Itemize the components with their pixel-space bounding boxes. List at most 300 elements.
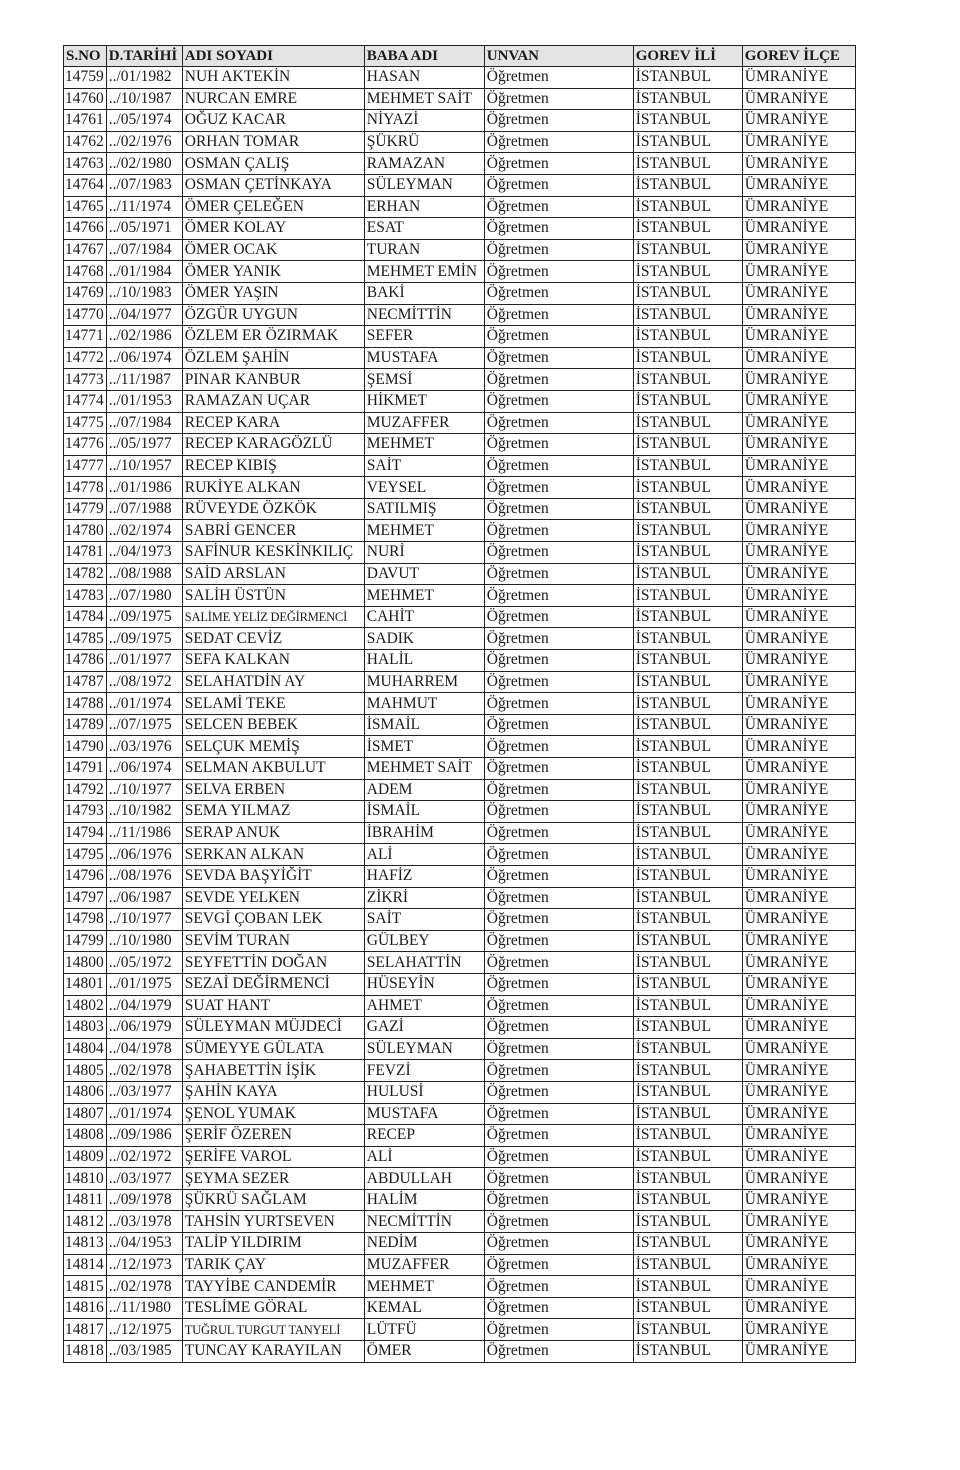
header-title: UNVAN bbox=[484, 46, 633, 67]
cell-sno: 14794 bbox=[64, 822, 107, 844]
cell-district: ÜMRANİYE bbox=[742, 758, 855, 780]
table-row bbox=[64, 1189, 856, 1211]
cell-birth-date: ../12/1973 bbox=[106, 1254, 182, 1276]
cell-district: ÜMRANİYE bbox=[742, 736, 855, 758]
cell-father-name: ABDULLAH bbox=[364, 1168, 484, 1190]
cell-birth-date: ../11/1987 bbox=[106, 369, 182, 391]
table-row bbox=[64, 736, 856, 758]
cell-birth-date: ../03/1977 bbox=[106, 1081, 182, 1103]
cell-full-name: SELAMİ TEKE bbox=[182, 693, 364, 715]
cell-full-name: SALİH ÜSTÜN bbox=[182, 585, 364, 607]
cell-province: İSTANBUL bbox=[633, 1189, 742, 1211]
cell-birth-date: ../01/1975 bbox=[106, 973, 182, 995]
table-row bbox=[64, 758, 856, 780]
cell-birth-date: ../03/1978 bbox=[106, 1211, 182, 1233]
cell-sno: 14792 bbox=[64, 779, 107, 801]
cell-title: Öğretmen bbox=[484, 1168, 633, 1190]
cell-province: İSTANBUL bbox=[633, 1125, 742, 1147]
header-full-name: ADI SOYADI bbox=[182, 46, 364, 67]
cell-province: İSTANBUL bbox=[633, 844, 742, 866]
cell-title: Öğretmen bbox=[484, 909, 633, 931]
cell-sno: 14790 bbox=[64, 736, 107, 758]
personnel-table bbox=[63, 45, 856, 1363]
table-row bbox=[64, 628, 856, 650]
cell-title: Öğretmen bbox=[484, 1319, 633, 1341]
cell-sno: 14764 bbox=[64, 174, 107, 196]
table-row bbox=[64, 973, 856, 995]
table-row bbox=[64, 412, 856, 434]
cell-district: ÜMRANİYE bbox=[742, 110, 855, 132]
table-row bbox=[64, 1038, 856, 1060]
cell-title: Öğretmen bbox=[484, 153, 633, 175]
cell-birth-date: ../05/1977 bbox=[106, 434, 182, 456]
cell-full-name: OĞUZ KACAR bbox=[182, 110, 364, 132]
cell-province: İSTANBUL bbox=[633, 455, 742, 477]
cell-province: İSTANBUL bbox=[633, 1103, 742, 1125]
cell-father-name: CAHİT bbox=[364, 606, 484, 628]
table-row bbox=[64, 585, 856, 607]
cell-birth-date: ../10/1977 bbox=[106, 779, 182, 801]
cell-province: İSTANBUL bbox=[633, 671, 742, 693]
cell-sno: 14772 bbox=[64, 347, 107, 369]
cell-full-name: OSMAN ÇALIŞ bbox=[182, 153, 364, 175]
cell-district: ÜMRANİYE bbox=[742, 952, 855, 974]
cell-district: ÜMRANİYE bbox=[742, 585, 855, 607]
cell-full-name: SEVDE YELKEN bbox=[182, 887, 364, 909]
cell-district: ÜMRANİYE bbox=[742, 1276, 855, 1298]
cell-full-name: TESLİME GÖRAL bbox=[182, 1297, 364, 1319]
cell-district: ÜMRANİYE bbox=[742, 455, 855, 477]
cell-province: İSTANBUL bbox=[633, 434, 742, 456]
cell-district: ÜMRANİYE bbox=[742, 865, 855, 887]
cell-district: ÜMRANİYE bbox=[742, 218, 855, 240]
cell-sno: 14774 bbox=[64, 390, 107, 412]
cell-title: Öğretmen bbox=[484, 434, 633, 456]
cell-province: İSTANBUL bbox=[633, 1017, 742, 1039]
cell-birth-date: ../06/1974 bbox=[106, 758, 182, 780]
cell-province: İSTANBUL bbox=[633, 390, 742, 412]
cell-title: Öğretmen bbox=[484, 844, 633, 866]
cell-full-name: SELÇUK MEMİŞ bbox=[182, 736, 364, 758]
table-row bbox=[64, 196, 856, 218]
cell-province: İSTANBUL bbox=[633, 1297, 742, 1319]
cell-district: ÜMRANİYE bbox=[742, 628, 855, 650]
cell-district: ÜMRANİYE bbox=[742, 1254, 855, 1276]
cell-sno: 14766 bbox=[64, 218, 107, 240]
cell-father-name: RAMAZAN bbox=[364, 153, 484, 175]
cell-province: İSTANBUL bbox=[633, 995, 742, 1017]
cell-province: İSTANBUL bbox=[633, 412, 742, 434]
cell-full-name: SÜMEYYE GÜLATA bbox=[182, 1038, 364, 1060]
table-row bbox=[64, 952, 856, 974]
cell-district: ÜMRANİYE bbox=[742, 909, 855, 931]
cell-father-name: MEHMET bbox=[364, 1276, 484, 1298]
cell-sno: 14762 bbox=[64, 131, 107, 153]
cell-full-name: NURCAN EMRE bbox=[182, 88, 364, 110]
cell-sno: 14796 bbox=[64, 865, 107, 887]
table-row bbox=[64, 131, 856, 153]
cell-district: ÜMRANİYE bbox=[742, 239, 855, 261]
cell-district: ÜMRANİYE bbox=[742, 261, 855, 283]
cell-sno: 14814 bbox=[64, 1254, 107, 1276]
table-row bbox=[64, 822, 856, 844]
cell-birth-date: ../03/1985 bbox=[106, 1341, 182, 1363]
cell-birth-date: ../04/1953 bbox=[106, 1233, 182, 1255]
cell-father-name: MAHMUT bbox=[364, 693, 484, 715]
table-row bbox=[64, 1341, 856, 1363]
cell-birth-date: ../07/1975 bbox=[106, 714, 182, 736]
cell-father-name: NECMİTTİN bbox=[364, 304, 484, 326]
cell-father-name: MUZAFFER bbox=[364, 1254, 484, 1276]
cell-province: İSTANBUL bbox=[633, 1060, 742, 1082]
cell-father-name: SAİT bbox=[364, 455, 484, 477]
cell-father-name: SEFER bbox=[364, 326, 484, 348]
cell-birth-date: ../08/1972 bbox=[106, 671, 182, 693]
cell-birth-date: ../10/1982 bbox=[106, 801, 182, 823]
cell-title: Öğretmen bbox=[484, 801, 633, 823]
cell-province: İSTANBUL bbox=[633, 930, 742, 952]
cell-title: Öğretmen bbox=[484, 865, 633, 887]
cell-province: İSTANBUL bbox=[633, 758, 742, 780]
cell-sno: 14788 bbox=[64, 693, 107, 715]
table-row bbox=[64, 261, 856, 283]
cell-sno: 14818 bbox=[64, 1341, 107, 1363]
cell-title: Öğretmen bbox=[484, 1038, 633, 1060]
cell-full-name: RAMAZAN UÇAR bbox=[182, 390, 364, 412]
cell-sno: 14812 bbox=[64, 1211, 107, 1233]
cell-sno: 14770 bbox=[64, 304, 107, 326]
cell-full-name: SERKAN ALKAN bbox=[182, 844, 364, 866]
cell-title: Öğretmen bbox=[484, 412, 633, 434]
table-row bbox=[64, 606, 856, 628]
cell-district: ÜMRANİYE bbox=[742, 1233, 855, 1255]
cell-sno: 14805 bbox=[64, 1060, 107, 1082]
cell-title: Öğretmen bbox=[484, 542, 633, 564]
cell-province: İSTANBUL bbox=[633, 1146, 742, 1168]
cell-father-name: BAKİ bbox=[364, 282, 484, 304]
table-row bbox=[64, 995, 856, 1017]
cell-province: İSTANBUL bbox=[633, 131, 742, 153]
cell-district: ÜMRANİYE bbox=[742, 1103, 855, 1125]
table-row bbox=[64, 304, 856, 326]
cell-district: ÜMRANİYE bbox=[742, 1038, 855, 1060]
cell-province: İSTANBUL bbox=[633, 498, 742, 520]
table-row bbox=[64, 1211, 856, 1233]
cell-province: İSTANBUL bbox=[633, 153, 742, 175]
cell-full-name: SABRİ GENCER bbox=[182, 520, 364, 542]
table-row bbox=[64, 650, 856, 672]
cell-district: ÜMRANİYE bbox=[742, 412, 855, 434]
cell-province: İSTANBUL bbox=[633, 650, 742, 672]
cell-district: ÜMRANİYE bbox=[742, 822, 855, 844]
cell-birth-date: ../06/1974 bbox=[106, 347, 182, 369]
table-row bbox=[64, 110, 856, 132]
cell-father-name: SADIK bbox=[364, 628, 484, 650]
cell-full-name: TUNCAY KARAYILAN bbox=[182, 1341, 364, 1363]
cell-sno: 14787 bbox=[64, 671, 107, 693]
cell-title: Öğretmen bbox=[484, 1341, 633, 1363]
cell-father-name: ALİ bbox=[364, 1146, 484, 1168]
cell-title: Öğretmen bbox=[484, 498, 633, 520]
cell-province: İSTANBUL bbox=[633, 174, 742, 196]
cell-sno: 14767 bbox=[64, 239, 107, 261]
cell-province: İSTANBUL bbox=[633, 88, 742, 110]
cell-district: ÜMRANİYE bbox=[742, 347, 855, 369]
cell-province: İSTANBUL bbox=[633, 865, 742, 887]
header-district: GOREV İLÇE bbox=[742, 46, 855, 67]
cell-birth-date: ../06/1976 bbox=[106, 844, 182, 866]
cell-birth-date: ../02/1978 bbox=[106, 1276, 182, 1298]
table-row bbox=[64, 887, 856, 909]
cell-district: ÜMRANİYE bbox=[742, 67, 855, 89]
cell-province: İSTANBUL bbox=[633, 563, 742, 585]
cell-birth-date: ../05/1971 bbox=[106, 218, 182, 240]
cell-full-name: SELMAN AKBULUT bbox=[182, 758, 364, 780]
cell-full-name: TARIK ÇAY bbox=[182, 1254, 364, 1276]
cell-title: Öğretmen bbox=[484, 714, 633, 736]
cell-father-name: GAZİ bbox=[364, 1017, 484, 1039]
table-row bbox=[64, 1254, 856, 1276]
cell-province: İSTANBUL bbox=[633, 1254, 742, 1276]
cell-title: Öğretmen bbox=[484, 952, 633, 974]
cell-birth-date: ../05/1972 bbox=[106, 952, 182, 974]
cell-district: ÜMRANİYE bbox=[742, 1168, 855, 1190]
cell-father-name: MEHMET SAİT bbox=[364, 758, 484, 780]
cell-district: ÜMRANİYE bbox=[742, 1146, 855, 1168]
cell-title: Öğretmen bbox=[484, 174, 633, 196]
cell-father-name: NİYAZİ bbox=[364, 110, 484, 132]
cell-district: ÜMRANİYE bbox=[742, 498, 855, 520]
cell-province: İSTANBUL bbox=[633, 542, 742, 564]
cell-title: Öğretmen bbox=[484, 1017, 633, 1039]
cell-province: İSTANBUL bbox=[633, 304, 742, 326]
cell-province: İSTANBUL bbox=[633, 326, 742, 348]
cell-birth-date: ../09/1986 bbox=[106, 1125, 182, 1147]
cell-full-name: SELAHATDİN AY bbox=[182, 671, 364, 693]
header-father-name: BABA ADI bbox=[364, 46, 484, 67]
cell-full-name: ÖMER KOLAY bbox=[182, 218, 364, 240]
cell-title: Öğretmen bbox=[484, 1189, 633, 1211]
cell-district: ÜMRANİYE bbox=[742, 153, 855, 175]
table-row bbox=[64, 801, 856, 823]
cell-title: Öğretmen bbox=[484, 131, 633, 153]
cell-birth-date: ../04/1973 bbox=[106, 542, 182, 564]
header-birth-date: D.TARİHİ bbox=[106, 46, 182, 67]
cell-full-name: RECEP KARAGÖZLÜ bbox=[182, 434, 364, 456]
cell-birth-date: ../01/1986 bbox=[106, 477, 182, 499]
cell-province: İSTANBUL bbox=[633, 347, 742, 369]
cell-title: Öğretmen bbox=[484, 261, 633, 283]
cell-province: İSTANBUL bbox=[633, 801, 742, 823]
cell-birth-date: ../02/1972 bbox=[106, 1146, 182, 1168]
cell-province: İSTANBUL bbox=[633, 196, 742, 218]
cell-full-name: SEYFETTİN DOĞAN bbox=[182, 952, 364, 974]
cell-province: İSTANBUL bbox=[633, 282, 742, 304]
cell-father-name: HAFİZ bbox=[364, 865, 484, 887]
cell-province: İSTANBUL bbox=[633, 369, 742, 391]
table-row bbox=[64, 930, 856, 952]
cell-birth-date: ../02/1980 bbox=[106, 153, 182, 175]
cell-province: İSTANBUL bbox=[633, 887, 742, 909]
table-row bbox=[64, 239, 856, 261]
cell-title: Öğretmen bbox=[484, 196, 633, 218]
cell-birth-date: ../05/1974 bbox=[106, 110, 182, 132]
cell-father-name: HÜSEYİN bbox=[364, 973, 484, 995]
cell-district: ÜMRANİYE bbox=[742, 1319, 855, 1341]
cell-sno: 14803 bbox=[64, 1017, 107, 1039]
cell-father-name: TURAN bbox=[364, 239, 484, 261]
cell-birth-date: ../01/1982 bbox=[106, 67, 182, 89]
cell-father-name: DAVUT bbox=[364, 563, 484, 585]
cell-birth-date: ../01/1977 bbox=[106, 650, 182, 672]
cell-title: Öğretmen bbox=[484, 455, 633, 477]
cell-sno: 14798 bbox=[64, 909, 107, 931]
cell-father-name: MEHMET EMİN bbox=[364, 261, 484, 283]
cell-full-name: SEVGİ ÇOBAN LEK bbox=[182, 909, 364, 931]
cell-full-name: RECEP KARA bbox=[182, 412, 364, 434]
cell-birth-date: ../11/1980 bbox=[106, 1297, 182, 1319]
table-row bbox=[64, 153, 856, 175]
cell-father-name: MEHMET bbox=[364, 520, 484, 542]
cell-sno: 14784 bbox=[64, 606, 107, 628]
cell-father-name: VEYSEL bbox=[364, 477, 484, 499]
cell-father-name: HALİL bbox=[364, 650, 484, 672]
cell-full-name: ÖMER YAŞIN bbox=[182, 282, 364, 304]
cell-full-name: ÖMER OCAK bbox=[182, 239, 364, 261]
cell-title: Öğretmen bbox=[484, 1081, 633, 1103]
cell-district: ÜMRANİYE bbox=[742, 304, 855, 326]
cell-province: İSTANBUL bbox=[633, 1211, 742, 1233]
cell-title: Öğretmen bbox=[484, 585, 633, 607]
cell-birth-date: ../01/1974 bbox=[106, 1103, 182, 1125]
cell-full-name: RÜVEYDE ÖZKÖK bbox=[182, 498, 364, 520]
cell-full-name: SALİME YELİZ DEĞİRMENCİ bbox=[182, 606, 364, 628]
cell-father-name: HALİM bbox=[364, 1189, 484, 1211]
cell-full-name: ÖZLEM ER ÖZIRMAK bbox=[182, 326, 364, 348]
header-province: GOREV İLİ bbox=[633, 46, 742, 67]
cell-province: İSTANBUL bbox=[633, 736, 742, 758]
cell-district: ÜMRANİYE bbox=[742, 369, 855, 391]
cell-father-name: ERHAN bbox=[364, 196, 484, 218]
cell-district: ÜMRANİYE bbox=[742, 390, 855, 412]
cell-father-name: SÜLEYMAN bbox=[364, 1038, 484, 1060]
cell-sno: 14780 bbox=[64, 520, 107, 542]
cell-district: ÜMRANİYE bbox=[742, 714, 855, 736]
cell-full-name: ŞERİFE VAROL bbox=[182, 1146, 364, 1168]
cell-sno: 14786 bbox=[64, 650, 107, 672]
cell-full-name: ŞAHİN KAYA bbox=[182, 1081, 364, 1103]
header-sno: S.NO bbox=[64, 46, 107, 67]
cell-father-name: FEVZİ bbox=[364, 1060, 484, 1082]
cell-sno: 14783 bbox=[64, 585, 107, 607]
cell-sno: 14795 bbox=[64, 844, 107, 866]
cell-district: ÜMRANİYE bbox=[742, 973, 855, 995]
cell-father-name: RECEP bbox=[364, 1125, 484, 1147]
cell-sno: 14808 bbox=[64, 1125, 107, 1147]
cell-father-name: NEDİM bbox=[364, 1233, 484, 1255]
cell-province: İSTANBUL bbox=[633, 1319, 742, 1341]
cell-province: İSTANBUL bbox=[633, 628, 742, 650]
table-row bbox=[64, 88, 856, 110]
cell-title: Öğretmen bbox=[484, 758, 633, 780]
cell-birth-date: ../06/1979 bbox=[106, 1017, 182, 1039]
table-row bbox=[64, 477, 856, 499]
cell-title: Öğretmen bbox=[484, 1211, 633, 1233]
cell-full-name: ŞERİF ÖZEREN bbox=[182, 1125, 364, 1147]
cell-father-name: GÜLBEY bbox=[364, 930, 484, 952]
cell-father-name: İBRAHİM bbox=[364, 822, 484, 844]
cell-father-name: NURİ bbox=[364, 542, 484, 564]
cell-district: ÜMRANİYE bbox=[742, 844, 855, 866]
cell-sno: 14789 bbox=[64, 714, 107, 736]
cell-province: İSTANBUL bbox=[633, 606, 742, 628]
cell-birth-date: ../03/1976 bbox=[106, 736, 182, 758]
cell-sno: 14797 bbox=[64, 887, 107, 909]
cell-birth-date: ../01/1974 bbox=[106, 693, 182, 715]
table-row bbox=[64, 520, 856, 542]
header-row bbox=[64, 46, 856, 67]
cell-father-name: MUSTAFA bbox=[364, 1103, 484, 1125]
cell-sno: 14775 bbox=[64, 412, 107, 434]
cell-province: İSTANBUL bbox=[633, 693, 742, 715]
cell-title: Öğretmen bbox=[484, 887, 633, 909]
cell-full-name: TAYYİBE CANDEMİR bbox=[182, 1276, 364, 1298]
cell-full-name: RUKİYE ALKAN bbox=[182, 477, 364, 499]
cell-father-name: MEHMET bbox=[364, 585, 484, 607]
cell-title: Öğretmen bbox=[484, 930, 633, 952]
cell-district: ÜMRANİYE bbox=[742, 434, 855, 456]
cell-sno: 14761 bbox=[64, 110, 107, 132]
cell-father-name: SELAHATTİN bbox=[364, 952, 484, 974]
cell-sno: 14801 bbox=[64, 973, 107, 995]
cell-birth-date: ../07/1980 bbox=[106, 585, 182, 607]
cell-father-name: LÜTFÜ bbox=[364, 1319, 484, 1341]
cell-birth-date: ../01/1953 bbox=[106, 390, 182, 412]
cell-full-name: NUH AKTEKİN bbox=[182, 67, 364, 89]
cell-title: Öğretmen bbox=[484, 110, 633, 132]
cell-full-name: PINAR KANBUR bbox=[182, 369, 364, 391]
cell-province: İSTANBUL bbox=[633, 218, 742, 240]
cell-title: Öğretmen bbox=[484, 218, 633, 240]
cell-full-name: ORHAN TOMAR bbox=[182, 131, 364, 153]
cell-full-name: SUAT HANT bbox=[182, 995, 364, 1017]
cell-district: ÜMRANİYE bbox=[742, 174, 855, 196]
table-row bbox=[64, 1297, 856, 1319]
cell-title: Öğretmen bbox=[484, 973, 633, 995]
cell-father-name: MEHMET SAİT bbox=[364, 88, 484, 110]
cell-province: İSTANBUL bbox=[633, 261, 742, 283]
cell-province: İSTANBUL bbox=[633, 1276, 742, 1298]
cell-district: ÜMRANİYE bbox=[742, 671, 855, 693]
table-row bbox=[64, 498, 856, 520]
cell-sno: 14785 bbox=[64, 628, 107, 650]
cell-father-name: HİKMET bbox=[364, 390, 484, 412]
cell-birth-date: ../09/1975 bbox=[106, 628, 182, 650]
cell-sno: 14793 bbox=[64, 801, 107, 823]
cell-full-name: ÖZLEM ŞAHİN bbox=[182, 347, 364, 369]
cell-full-name: ÖMER ÇELEĞEN bbox=[182, 196, 364, 218]
cell-full-name: SÜLEYMAN MÜJDECİ bbox=[182, 1017, 364, 1039]
cell-birth-date: ../06/1987 bbox=[106, 887, 182, 909]
cell-title: Öğretmen bbox=[484, 1103, 633, 1125]
cell-sno: 14759 bbox=[64, 67, 107, 89]
cell-district: ÜMRANİYE bbox=[742, 1017, 855, 1039]
cell-district: ÜMRANİYE bbox=[742, 88, 855, 110]
cell-father-name: ŞÜKRÜ bbox=[364, 131, 484, 153]
table-row bbox=[64, 671, 856, 693]
cell-father-name: ADEM bbox=[364, 779, 484, 801]
cell-full-name: ŞENOL YUMAK bbox=[182, 1103, 364, 1125]
